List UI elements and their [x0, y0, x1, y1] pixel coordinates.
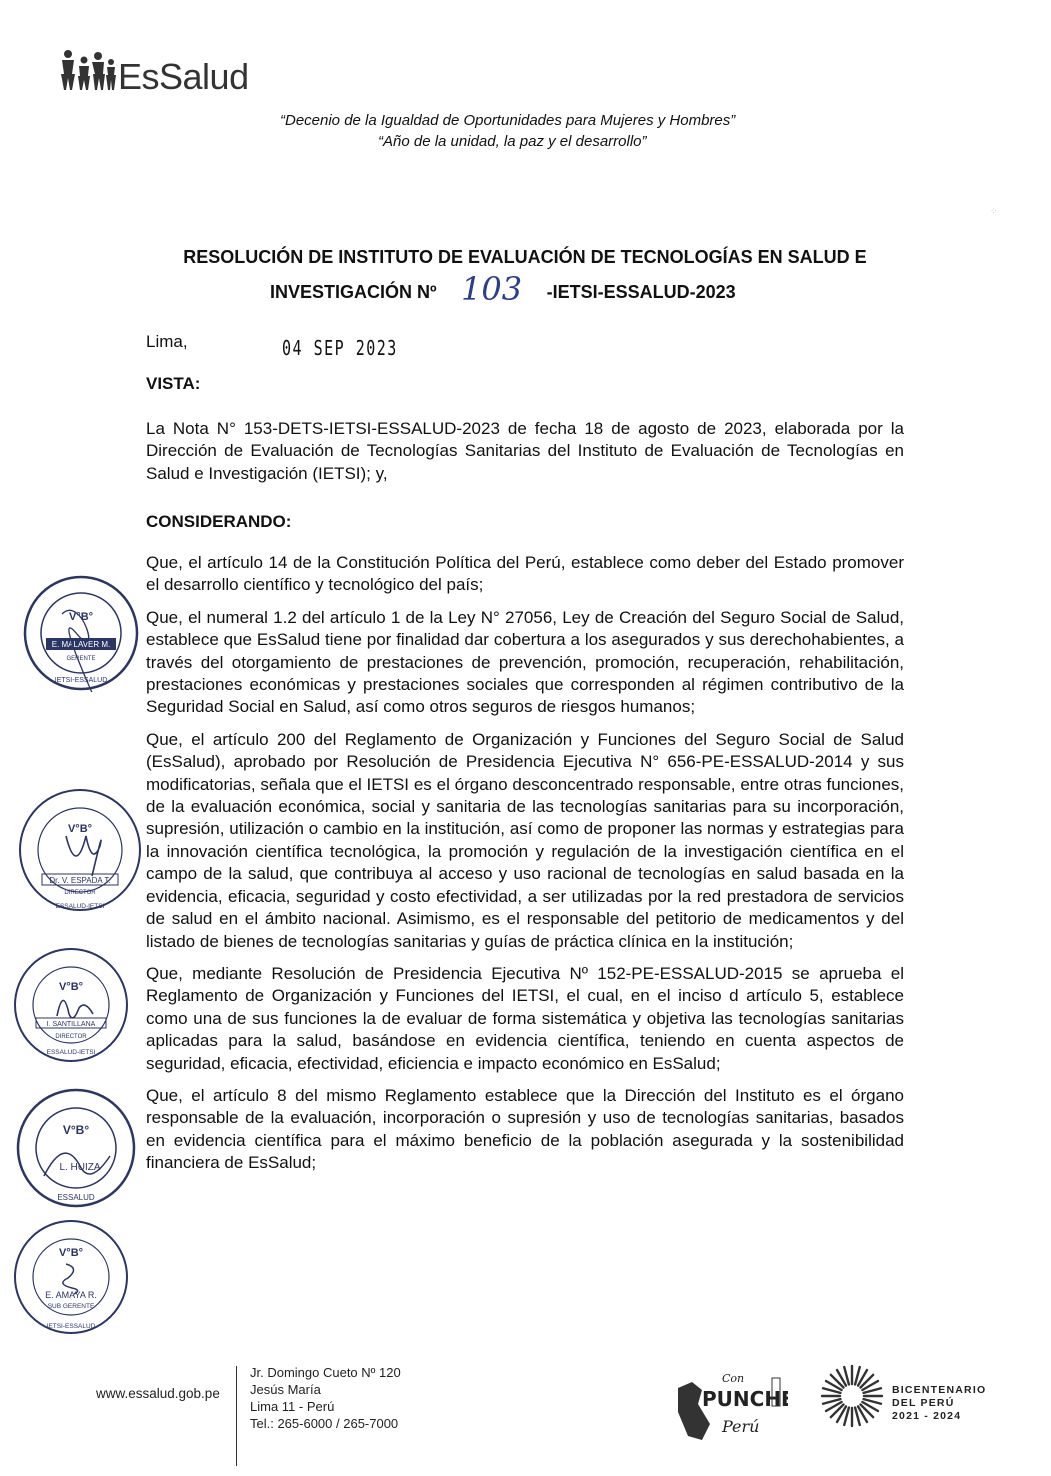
- considerando-body: [146, 552, 904, 1185]
- seal-stamp-icon: [22, 574, 140, 692]
- vista-text: [146, 418, 904, 495]
- bicentenario-text: [892, 1384, 986, 1423]
- bicentenario-sun-icon: [818, 1362, 886, 1430]
- approval-seal: [16, 786, 144, 919]
- approval-seal: [14, 1086, 138, 1215]
- svg-text:V°B°: V°B°: [58, 1247, 84, 1259]
- considerando-paragraph: Que, el artículo 14 de la Constitución Política del Perú, establece como deber del Estado promover el desarrollo científico y tecnológico del país;: [146, 553, 904, 595]
- vista-heading: VISTA:: [146, 374, 201, 393]
- footer-website: www.essalud.gob.pe: [96, 1386, 220, 1401]
- address-line: Lima 11 - Perú: [250, 1399, 335, 1414]
- bicentenario-line: BICENTENARIO: [892, 1384, 987, 1396]
- approval-seal: [12, 1218, 130, 1341]
- svg-text:PUNCHE: PUNCHE: [702, 1387, 788, 1411]
- svg-text:V°B°: V°B°: [68, 611, 94, 623]
- place-label: Lima,: [146, 332, 188, 351]
- peru-map-icon: [668, 1368, 788, 1458]
- family-figures-icon: [60, 48, 118, 92]
- resolution-number-line: [270, 268, 736, 306]
- considerando-paragraph: Que, el artículo 8 del mismo Reglamento establece que la Dirección del Instituto es el órgano responsable de la evaluación, incorporación o supresión y uso de tecnologías sanitarias, basados en evidencia científica para el máximo beneficio de la población asegurada y la sostenibilidad financiera de EsSalud;: [146, 1085, 904, 1173]
- resolution-number-prefix: INVESTIGACIÓN Nº: [270, 282, 437, 302]
- con-punche-peru-logo: [668, 1368, 788, 1463]
- svg-text:Perú: Perú: [722, 1417, 760, 1436]
- svg-text:SUB GERENTE: SUB GERENTE: [47, 1303, 95, 1310]
- footer-divider: [236, 1366, 237, 1466]
- approval-seal: [12, 946, 130, 1069]
- considerando-paragraph: Que, el numeral 1.2 del artículo 1 de la Ley N° 27056, Ley de Creación del Seguro Social de Salud, establece que EsSalud tiene por finalidad dar cobertura a los asegurados y sus derechohabientes, a través del otorgamiento de prestaciones de prevención, promoción, recuperación, rehabilitación, prestaciones económicas y prestaciones sociales que corresponden al régimen contributivo de la Seguridad Social en Salud, así como otros seguros de riesgos humanos;: [146, 607, 904, 717]
- svg-text:V°B°: V°B°: [58, 981, 84, 993]
- considerando-heading: CONSIDERANDO:: [146, 512, 292, 531]
- svg-text:ESSALUD-IETSI: ESSALUD-IETSI: [46, 1049, 96, 1056]
- resolution-title: RESOLUCIÓN DE INSTITUTO DE EVALUACIÓN DE TECNOLOGÍAS EN SALUD E: [183, 247, 867, 267]
- svg-text:L. HUIZA: L. HUIZA: [59, 1162, 101, 1173]
- footer-address: [250, 1364, 401, 1432]
- svg-text:E. MALAVER M.: E. MALAVER M.: [51, 640, 111, 649]
- seal-stamp-icon: [12, 946, 130, 1064]
- svg-text:GERENTE: GERENTE: [66, 656, 96, 662]
- considerando-paragraph: Que, mediante Resolución de Presidencia Ejecutiva Nº 152-PE-ESSALUD-2015 se aprueba el Reglamento de Organización y Funciones del IETSI, el cual, en el inciso d artículo 5, establece como una de sus funciones la de evaluar de forma sistemática y objetiva las tecnologías sanitarias aplicadas para la salud, basándose en evidencia científica, teniendo en cuenta aspectos de seguridad, eficacia, efectividad, eficiencia e impacto económico en EsSalud;: [146, 963, 904, 1073]
- address-line: Jesús María: [250, 1382, 321, 1397]
- svg-text:IETSI-ESSALUD: IETSI-ESSALUD: [54, 677, 108, 684]
- address-line: Jr. Domingo Cueto Nº 120: [250, 1365, 401, 1380]
- svg-text:DIRECTOR: DIRECTOR: [55, 1034, 87, 1040]
- svg-text:IETSI-ESSALUD: IETSI-ESSALUD: [46, 1323, 96, 1330]
- handwritten-resolution-number: 103: [461, 270, 523, 308]
- seal-stamp-icon: [12, 1218, 130, 1336]
- scan-artifact: ⁘: [990, 206, 998, 216]
- vista-paragraph: La Nota N° 153-DETS-IETSI-ESSALUD-2023 de fecha 18 de agosto de 2023, elaborada por la Dirección de Evaluación de Tecnologías Sanitarias del Instituto de Evaluación de Tecnologías en Salud e Investigación (IETSI); y,: [146, 419, 904, 483]
- bicentenario-line: 2021 - 2024: [892, 1410, 962, 1422]
- svg-text:DIRECTOR: DIRECTOR: [64, 890, 96, 896]
- header-mottos: [270, 110, 790, 152]
- resolution-number-suffix: -IETSI-ESSALUD-2023: [546, 282, 736, 302]
- seal-stamp-icon: [14, 1086, 138, 1210]
- bicentenario-line: DEL PERÚ: [892, 1397, 955, 1409]
- svg-text:Dr. V. ESPADA T.: Dr. V. ESPADA T.: [49, 876, 111, 885]
- bicentenario-emblem: [818, 1362, 886, 1435]
- motto-line-1: “Decenio de la Igualdad de Oportunidades para Mujeres y Hombres”: [280, 112, 736, 129]
- svg-text:I. SANTILLANA: I. SANTILLANA: [46, 1021, 96, 1028]
- motto-line-2: “Año de la unidad, la paz y el desarrollo”: [378, 133, 647, 150]
- date-stamp: 04 SEP 2023: [282, 336, 398, 360]
- logo-text: EsSalud: [118, 56, 249, 97]
- svg-text:E. AMAYA R.: E. AMAYA R.: [45, 1290, 97, 1300]
- considerando-paragraph: Que, el artículo 200 del Reglamento de Organización y Funciones del Seguro Social de Salud (EsSalud), aprobado por Resolución de Presidencia Ejecutiva N° 656-PE-ESSALUD-2014 y sus modificatorias, señala que el IETSI es el órgano desconcentrado responsable, entre otras funciones, de la evaluación económica, social y sanitaria de las tecnologías sanitarias para su incorporación, supresión, utilización o cambio en la institución, así como de proponer las normas y estrategias para la innovación científica tecnológica, la promoción y regulación de la investigación científica en el campo de la salud, que contribuya al acceso y uso racional de tecnologías en salud basada en la evidencia, eficacia, seguridad y costo efectividad, a ser utilizadas por la red prestadora de servicios de salud en el ámbito nacional. Asimismo, es el responsable del petitorio de medicamentos y del listado de bienes de tecnologías sanitarias y guías de práctica clínica en la institución;: [146, 729, 904, 951]
- address-line: Tel.: 265-6000 / 265-7000: [250, 1416, 399, 1431]
- essalud-logo: [60, 44, 280, 100]
- svg-text:ESSALUD-IETSI: ESSALUD-IETSI: [55, 903, 105, 910]
- approval-seal: [22, 574, 140, 697]
- svg-text:V°B°: V°B°: [67, 823, 93, 835]
- svg-text:Con: Con: [722, 1372, 745, 1385]
- seal-stamp-icon: [16, 786, 144, 914]
- svg-text:ESSALUD: ESSALUD: [57, 1193, 95, 1202]
- svg-text:V°B°: V°B°: [62, 1123, 90, 1137]
